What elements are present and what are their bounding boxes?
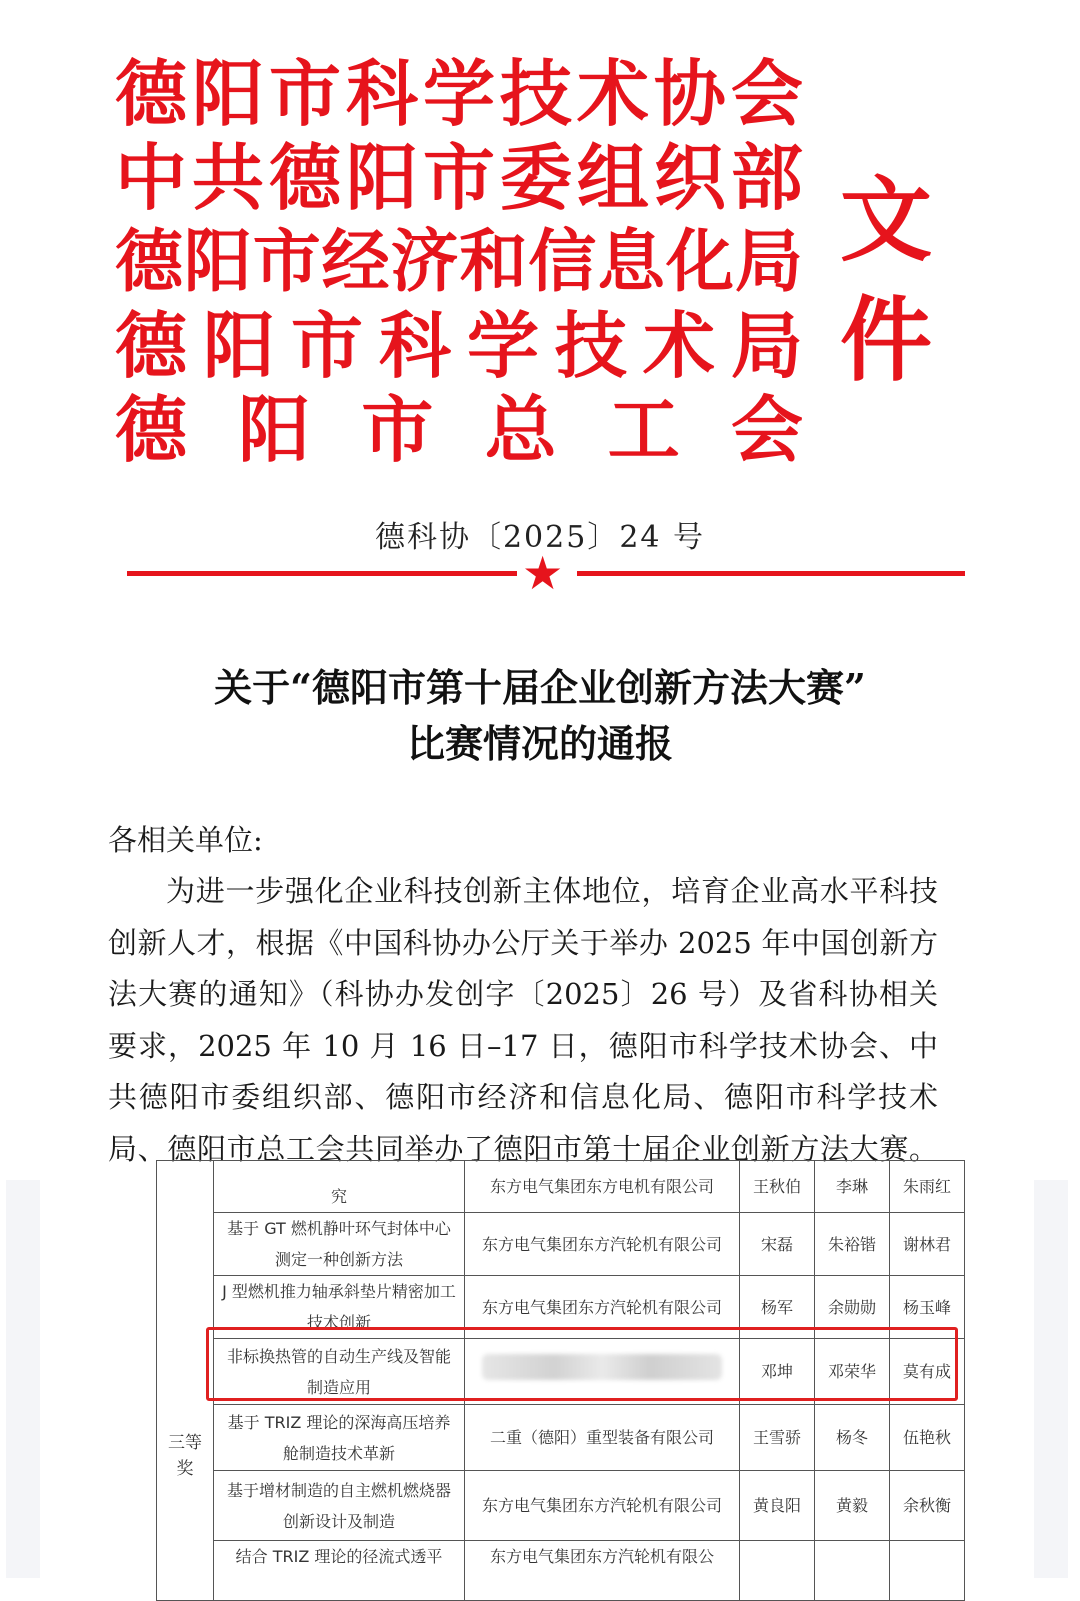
issuer-char: 科 [345, 51, 418, 136]
issuer-char: 部 [730, 135, 803, 220]
issuer-char: 阳 [202, 303, 275, 388]
table-row [157, 1161, 965, 1213]
issuer-char: 共 [191, 135, 264, 220]
issuer-char: 化 [666, 222, 735, 302]
project-cell: 基于 GT 燃机静叶环气封体中心测定一种创新方法 [214, 1213, 465, 1276]
person-cell: 杨冬 [815, 1405, 890, 1471]
person-cell: 王秋伯 [740, 1161, 815, 1213]
org-cell: 东方电气集团东方汽轮机有限公司 [465, 1471, 740, 1541]
person-cell: 伍艳秋 [890, 1405, 965, 1471]
org-cell: 东方电气集团东方电机有限公司 [465, 1161, 740, 1213]
issuer-line [115, 220, 803, 304]
person-cell: 黄毅 [815, 1471, 890, 1541]
org-cell: 二重（德阳）重型装备有限公司 [465, 1405, 740, 1471]
person-cell: 余秋衡 [890, 1471, 965, 1541]
award-grade-cell [157, 1161, 214, 1601]
issuer-char: 市 [252, 222, 321, 302]
issuer-char: 协 [653, 51, 726, 136]
person-cell: 朱雨红 [890, 1161, 965, 1213]
issuer-line [115, 388, 803, 472]
person-cell: 杨玉峰 [890, 1276, 965, 1339]
issuer-char: 市 [422, 135, 495, 220]
award-grade: 三等奖 [168, 1432, 202, 1479]
star-icon: ★ [522, 546, 564, 600]
issuer-char: 工 [607, 387, 680, 472]
person-cell: 谢林君 [890, 1213, 965, 1276]
issuer-char: 阳 [191, 51, 264, 136]
issuer-char: 市 [268, 51, 341, 136]
doc-type-char: 件 [839, 286, 932, 394]
table-row [157, 1405, 965, 1471]
table-row [157, 1213, 965, 1276]
person-cell: 朱裕锴 [815, 1213, 890, 1276]
table-row [157, 1541, 965, 1601]
issuer-line [115, 52, 803, 136]
person-cell: 李琳 [815, 1161, 890, 1213]
person-cell: 邓坤 [740, 1339, 815, 1405]
issuer-char: 委 [499, 135, 572, 220]
issuer-char: 术 [642, 303, 715, 388]
salutation: 各相关单位: [108, 823, 263, 857]
issuer-char: 德 [268, 135, 341, 220]
issuer-line [115, 304, 803, 388]
issuer-char: 德 [115, 51, 188, 136]
issuer-char: 市 [290, 303, 363, 388]
issuer-char: 德 [115, 303, 188, 388]
person-cell: 邓荣华 [815, 1339, 890, 1405]
issuer-char: 和 [459, 222, 528, 302]
title-line-2: 比赛情况的通报 [406, 721, 673, 766]
issuer-char: 市 [361, 387, 434, 472]
person-cell: 杨军 [740, 1276, 815, 1339]
issuer-char: 息 [597, 222, 666, 302]
issuer-char: 济 [390, 222, 459, 302]
person-cell: 莫有成 [890, 1339, 965, 1405]
issuer-char: 会 [730, 51, 803, 136]
issuer-char: 局 [734, 222, 803, 302]
issuer-char: 总 [484, 387, 557, 472]
issuer-char: 信 [528, 222, 597, 302]
issuer-char: 阳 [238, 387, 311, 472]
person-cell [815, 1541, 890, 1601]
issuer-block [115, 52, 803, 472]
person-cell [740, 1541, 815, 1601]
org-cell: 东方电气集团东方汽轮机有限公 [465, 1541, 740, 1601]
project-cell: 非标换热管的自动生产线及智能制造应用 [214, 1339, 465, 1405]
doc-type-char: 文 [839, 166, 932, 274]
issuer-char: 阳 [345, 135, 418, 220]
issuer-char: 德 [115, 387, 188, 472]
red-divider-right [577, 571, 965, 576]
project-cell: 基于 TRIZ 理论的深海高压培养舱制造技术革新 [214, 1405, 465, 1471]
table-row [157, 1471, 965, 1541]
project-cell: 结合 TRIZ 理论的径流式透平 [214, 1541, 465, 1601]
issuer-char: 科 [378, 303, 451, 388]
org-cell: 东方电气集团东方汽轮机有限公司 [465, 1276, 740, 1339]
issuer-line [115, 136, 803, 220]
issuer-char: 技 [554, 303, 627, 388]
project-cell: J 型燃机推力轴承斜垫片精密加工技术创新 [214, 1276, 465, 1339]
doc-type-label [836, 160, 936, 400]
issuer-char: 经 [321, 222, 390, 302]
org-cell: 东方电气集团东方汽轮机有限公司 [465, 1213, 740, 1276]
title-line-1: 关于“德阳市第十届企业创新方法大赛” [214, 665, 866, 710]
project-cell: 基于增材制造的自主燃机燃烧器创新设计及制造 [214, 1471, 465, 1541]
person-cell: 黄良阳 [740, 1471, 815, 1541]
issuer-char: 学 [466, 303, 539, 388]
issuer-char: 技 [499, 51, 572, 136]
body-paragraph: 为进一步强化企业科技创新主体地位，培育企业高水平科技创新人才，根据《中国科协办公厅关于举办 2025 年中国创新方法大赛的通知》（科协办发创字〔2025〕26 号）及省科协相关要求，2025 年 10 月 16 日–17 日，德阳市科学技术协会、中共德阳市委组织部、德阳市经济和信息化局、德阳市科学技术局、德阳市总工会共同举办了德阳市第十届企业创新方法大赛。 [108, 874, 938, 1166]
person-cell [890, 1541, 965, 1601]
issuer-char: 术 [576, 51, 649, 136]
issuer-char: 学 [422, 51, 495, 136]
project-cell: 究 [214, 1161, 465, 1213]
issuer-char: 德 [115, 222, 184, 302]
person-cell: 宋磊 [740, 1213, 815, 1276]
issuer-char: 组 [576, 135, 649, 220]
highlight-box [206, 1327, 958, 1401]
issuer-char: 会 [730, 387, 803, 472]
issuer-char: 中 [115, 135, 188, 220]
issuer-char: 局 [730, 303, 803, 388]
issuer-char: 阳 [183, 222, 252, 302]
document-title [0, 660, 1080, 772]
person-cell: 王雪骄 [740, 1405, 815, 1471]
person-cell: 余勋勋 [815, 1276, 890, 1339]
red-divider-left [127, 571, 517, 576]
issuer-char: 织 [653, 135, 726, 220]
document-number: 德科协〔2025〕24 号 [374, 520, 706, 555]
